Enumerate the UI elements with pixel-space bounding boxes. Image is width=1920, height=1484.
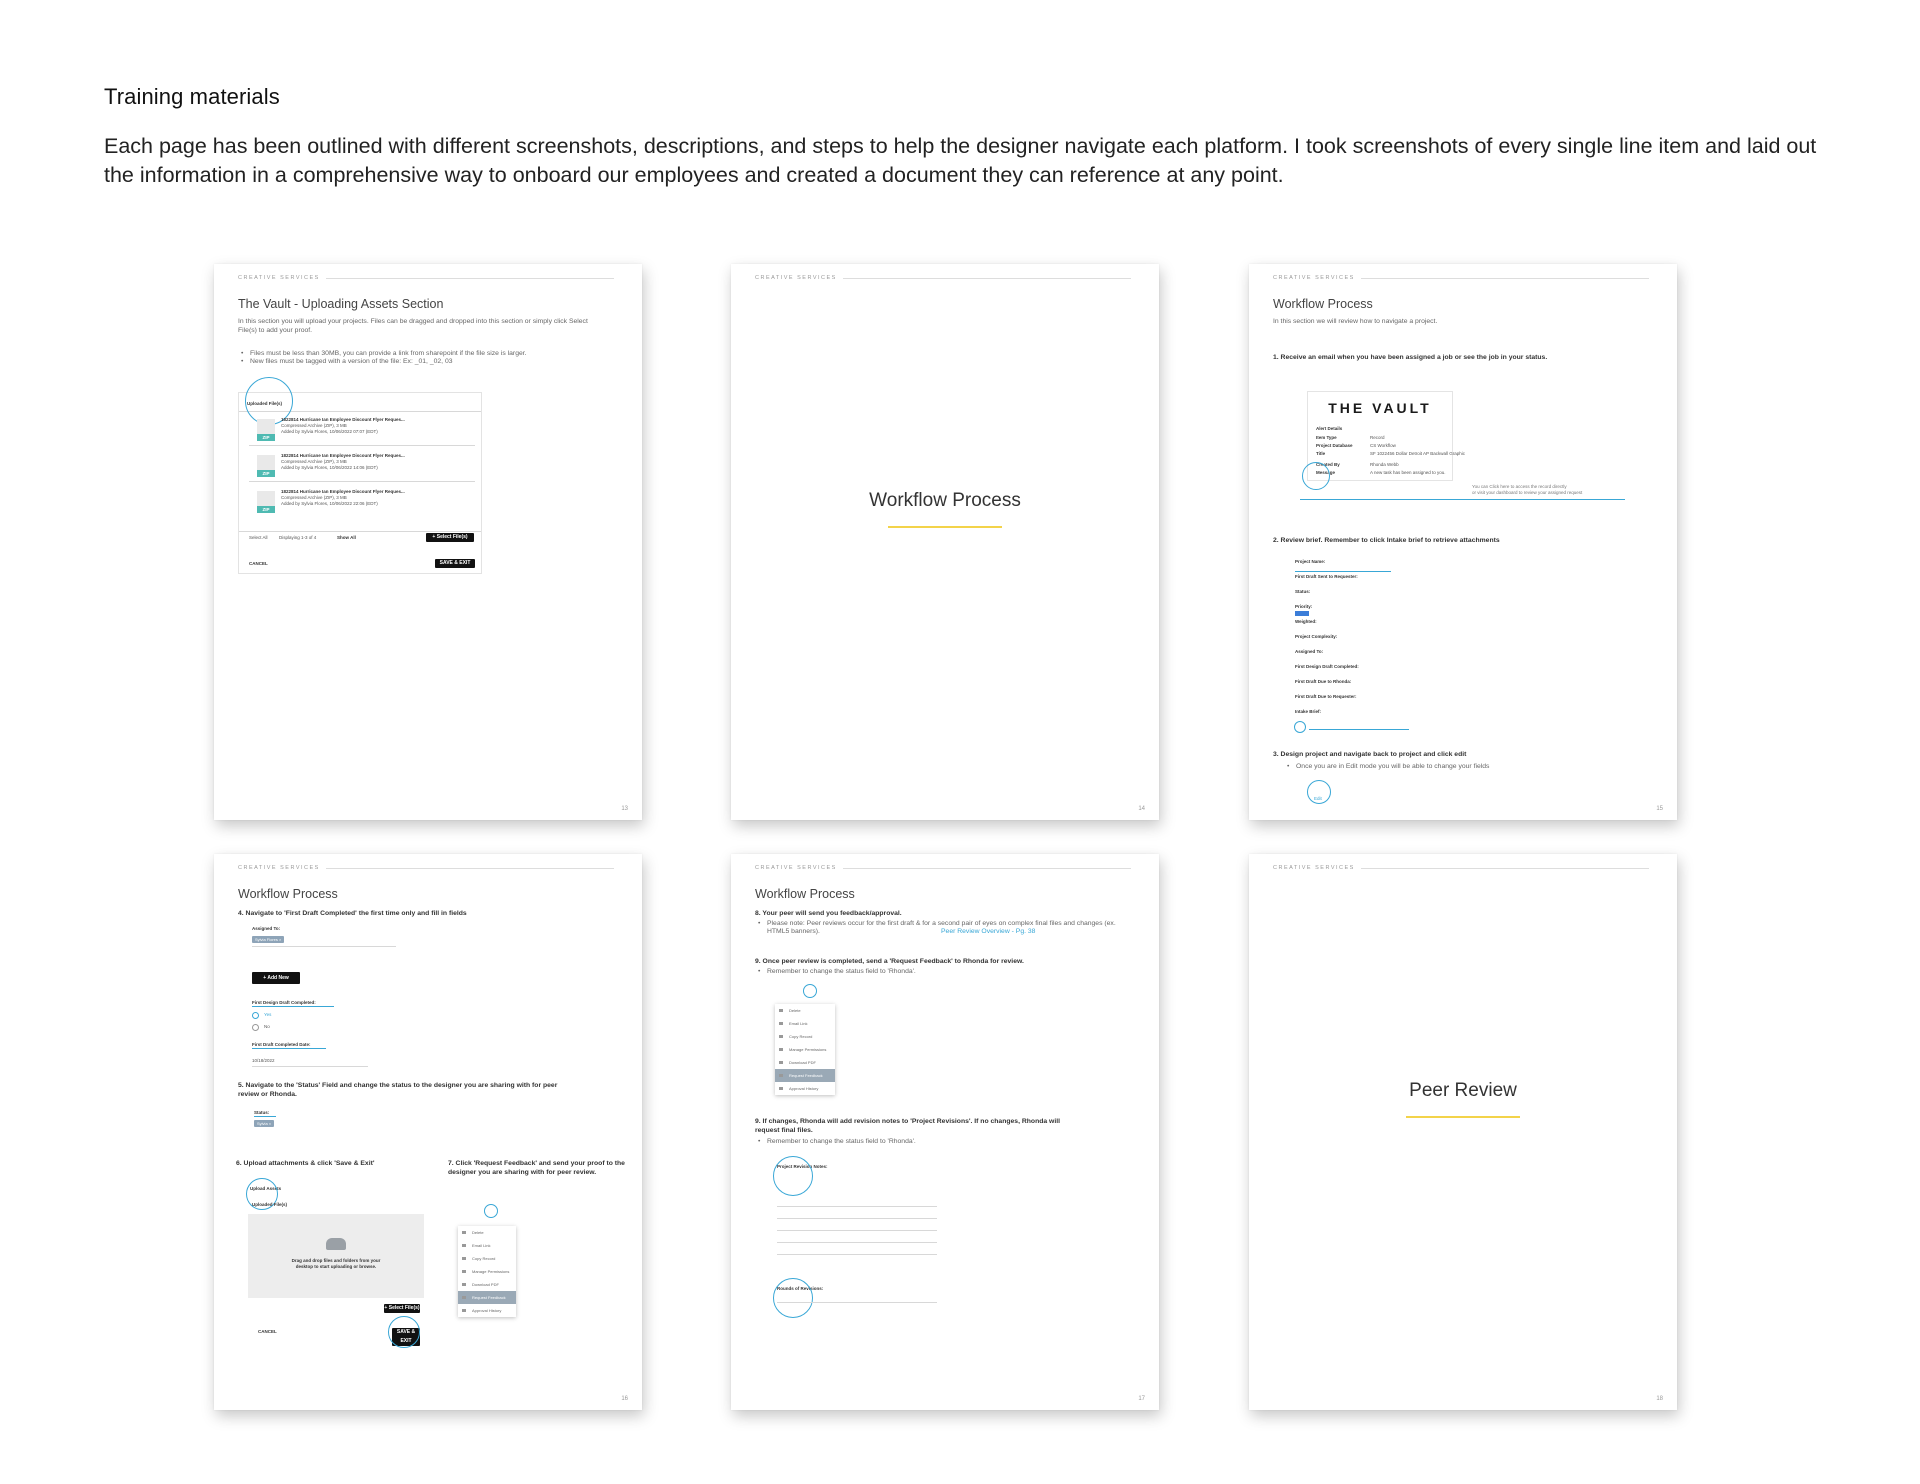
no-radio[interactable]	[252, 1024, 259, 1031]
date-field[interactable]: 10/18/2022	[252, 1058, 275, 1063]
brief-field: Priority:	[1295, 604, 1313, 609]
upload-panel-screenshot	[238, 392, 482, 574]
running-head: CREATIVE SERVICES	[238, 275, 614, 281]
peer-review-link[interactable]: Peer Review Overview - Pg. 38	[941, 928, 1036, 935]
bullet-item: • Remember to change the status field to 'Rhonda'.	[767, 1138, 1127, 1146]
menu-item-download-pdf[interactable]: Download PDF	[775, 1056, 835, 1069]
displaying-count: Displaying 1-3 of 4	[279, 535, 317, 540]
step-heading: 8. Your peer will send you feedback/approval.	[755, 910, 902, 917]
menu-item-delete[interactable]: Delete	[775, 1004, 835, 1017]
highlight-ring	[388, 1316, 420, 1348]
uploaded-files-label: Uploaded File(s)	[252, 1202, 288, 1207]
page-number: 13	[621, 806, 628, 812]
yes-label: Yes	[264, 1012, 272, 1017]
uploaded-files-tab: Uploaded File(s)	[247, 401, 283, 406]
upload-cloud-icon	[326, 1238, 346, 1250]
file-name: 1822814 Hurricane Ian Employee Discount Flyer Reques...	[281, 489, 405, 494]
select-all-checkbox[interactable]: Select All	[249, 535, 268, 540]
brief-field: Weighted:	[1295, 619, 1317, 624]
first-design-label: First Design Draft Completed:	[252, 1000, 316, 1005]
vault-row-label: Created By	[1316, 462, 1340, 467]
step-heading: 4. Navigate to 'First Draft Completed' the first time only and fill in fields	[238, 910, 467, 917]
assignee-tag[interactable]: Sylvia Flores ×	[252, 936, 284, 943]
file-added: Added by Sylvia Flores, 10/06/2022 07:07 (EDT)	[281, 429, 378, 434]
vault-row-value: SF 1022456 Dollar Detroit AP Backwall Graphic	[1370, 451, 1465, 456]
drop-zone[interactable]	[248, 1214, 424, 1298]
menu-item-request-feedback[interactable]: Request Feedback	[458, 1291, 516, 1304]
running-head: CREATIVE SERVICES	[238, 865, 614, 871]
page-intro: In this section you will upload your projects. Files can be dragged and dropped into this section or simply click Select File(s) to add your proof.	[238, 318, 588, 334]
rounds-label: Rounds of Revisions:	[777, 1286, 824, 1291]
vault-section: Alert Details	[1316, 426, 1343, 431]
bullet-item: • Please note: Peer reviews occur for the first draft & for a second pair of eyes on complex final files and changes (ex. HTML5 banners).	[767, 920, 1117, 936]
file-added: Added by Sylvia Flores, 10/06/2022 22:06 (EDT)	[281, 501, 378, 506]
select-files-button[interactable]: + Select File(s)	[426, 533, 474, 542]
bullet-item: • Files must be less than 30MB, you can provide a link from sharepoint if the file size is larger.	[250, 350, 610, 358]
actions-menu	[775, 1004, 835, 1095]
menu-item-email-link[interactable]: Email Link	[458, 1239, 516, 1252]
step-heading: 1. Receive an email when you have been assigned a job or see the job in your status.	[1273, 354, 1548, 361]
page-heading: Workflow Process	[238, 887, 338, 901]
save-exit-button[interactable]: SAVE & EXIT	[392, 1328, 420, 1346]
step-heading: 9. Once peer review is completed, send a 'Request Feedback' to Rhonda for review.	[755, 958, 1024, 965]
menu-item-copy-record[interactable]: Copy Record	[775, 1030, 835, 1043]
running-head: CREATIVE SERVICES	[1273, 865, 1649, 871]
file-name: 1822814 Hurricane Ian Employee Discount Flyer Reques...	[281, 453, 405, 458]
step-heading: 3. Design project and navigate back to project and click edit	[1273, 751, 1467, 758]
step-heading: 9. If changes, Rhonda will add revision notes to 'Project Revisions'. If no changes, Rhonda will request final files.	[755, 1118, 1060, 1134]
vault-row-label: Item Type	[1316, 435, 1337, 440]
cancel-button[interactable]: CANCEL	[258, 1329, 277, 1334]
page-heading: The Vault - Uploading Assets Section	[238, 297, 444, 311]
file-added: Added by Sylvia Flores, 10/06/2022 14:06 (EDT)	[281, 465, 378, 470]
highlight-ring	[803, 984, 817, 998]
running-head: CREATIVE SERVICES	[755, 275, 1131, 281]
doc-page-18	[1249, 854, 1677, 1410]
vault-row-label: Title	[1316, 451, 1326, 456]
doc-page-17	[731, 854, 1159, 1410]
step-heading: 6. Upload attachments & click 'Save & Exit'	[236, 1160, 375, 1167]
add-new-button[interactable]: + Add New	[252, 972, 300, 984]
brief-field: Assigned To:	[1295, 649, 1324, 654]
page-number: 17	[1138, 1396, 1145, 1402]
vault-row-value: CS Workflow	[1370, 443, 1396, 448]
menu-item-download-pdf[interactable]: Download PDF	[458, 1278, 516, 1291]
vault-row-value: Record	[1370, 435, 1385, 440]
brief-field: First Design Draft Completed:	[1295, 664, 1359, 669]
no-label: No	[264, 1024, 270, 1029]
zip-file-icon: ZIP	[257, 491, 275, 513]
status-label: Status:	[254, 1110, 270, 1115]
vault-row-value: A new task has been assigned to you.	[1370, 470, 1446, 475]
doc-page-16	[214, 854, 642, 1410]
brief-field: Project Complexity:	[1295, 634, 1338, 639]
vault-row-value: Rhonda Webb	[1370, 462, 1399, 467]
revision-notes-label: Project Revision Notes:	[777, 1164, 828, 1169]
page-number: 18	[1656, 1396, 1663, 1402]
brief-field: Project Name:	[1295, 559, 1326, 564]
page-intro: In this section we will review how to navigate a project.	[1273, 318, 1438, 325]
file-type: Compressed Archive (ZIP), 3 MB	[281, 495, 347, 500]
vault-row-label: Message	[1316, 470, 1336, 475]
highlight-ring	[773, 1278, 813, 1318]
vault-note: or visit your dashboard to review your assigned request	[1472, 490, 1583, 495]
highlight-ring	[773, 1156, 813, 1196]
vault-note: You can Click here to access the record directly	[1472, 484, 1567, 489]
menu-item-email-link[interactable]: Email Link	[775, 1017, 835, 1030]
menu-item-copy-record[interactable]: Copy Record	[458, 1252, 516, 1265]
brief-field: Intake Brief:	[1295, 709, 1322, 714]
page-number: 16	[621, 1396, 628, 1402]
title-underline	[1406, 1116, 1520, 1118]
upload-assets-label: Upload Assets	[250, 1186, 282, 1191]
save-exit-button[interactable]: SAVE & EXIT	[435, 559, 475, 568]
section-title: Workflow Process	[869, 490, 1021, 511]
page-number: 14	[1138, 806, 1145, 812]
vault-row-label: Project Database	[1316, 443, 1353, 448]
menu-item-manage-permissions[interactable]: Manage Permissions	[458, 1265, 516, 1278]
page-number: 15	[1656, 806, 1663, 812]
drop-text: Drag and drop files and folders from your desktop to start uploading or browse.	[291, 1258, 381, 1269]
page-description: Each page has been outlined with different screenshots, descriptions, and steps to help the designer navigate each platform. I took screenshots of every single line item and laid out the information in a comprehensive way to onboard our employees and created a document they can reference at any point.	[104, 134, 1817, 187]
show-all-link[interactable]: Show All	[337, 535, 356, 540]
actions-menu	[458, 1226, 516, 1317]
completed-date-label: First Draft Completed Date:	[252, 1042, 311, 1047]
doc-page-13	[214, 264, 642, 820]
file-type: Compressed Archive (ZIP), 3 MB	[281, 423, 347, 428]
step-heading: 2. Review brief. Remember to click Intake brief to retrieve attachments	[1273, 537, 1500, 544]
page-heading: Workflow Process	[755, 887, 855, 901]
highlight-ring	[1302, 462, 1330, 490]
brief-field: Status:	[1295, 589, 1311, 594]
menu-item-delete[interactable]: Delete	[458, 1226, 516, 1239]
zip-file-icon: ZIP	[257, 455, 275, 477]
running-head: CREATIVE SERVICES	[1273, 275, 1649, 281]
zip-file-icon: ZIP	[257, 419, 275, 441]
highlight-line	[1300, 499, 1625, 500]
header	[104, 84, 1824, 190]
assigned-to-label: Assigned To:	[252, 926, 281, 931]
edit-label[interactable]: Edit	[1314, 796, 1322, 801]
running-head: CREATIVE SERVICES	[755, 865, 1131, 871]
page-heading: Workflow Process	[1273, 297, 1373, 311]
section-title: Peer Review	[1409, 1080, 1517, 1101]
menu-item-manage-permissions[interactable]: Manage Permissions	[775, 1043, 835, 1056]
cancel-button[interactable]: CANCEL	[249, 561, 268, 566]
brief-field: First Draft Sent to Requester:	[1295, 574, 1358, 579]
bullet-item: • Remember to change the status field to 'Rhonda'.	[767, 968, 1127, 976]
highlight-ring	[484, 1204, 498, 1218]
page-title: Training materials	[104, 84, 280, 109]
yes-radio[interactable]	[252, 1012, 259, 1019]
file-type: Compressed Archive (ZIP), 3 MB	[281, 459, 347, 464]
doc-page-14	[731, 264, 1159, 820]
file-name: 1822814 Hurricane Ian Employee Discount Flyer Reques...	[281, 417, 405, 422]
highlight-ring	[1294, 721, 1306, 733]
select-files-button[interactable]: + Select File(s)	[384, 1305, 420, 1311]
menu-item-approval-history[interactable]: Approval History	[458, 1304, 516, 1317]
step-heading: 7. Click 'Request Feedback' and send your proof to the designer you are sharing with for peer review.	[448, 1160, 625, 1176]
vault-email-screenshot	[1307, 391, 1465, 481]
upload-dialog-screenshot	[248, 1182, 424, 1344]
brief-field: First Draft Due to Requester:	[1295, 694, 1357, 699]
title-underline	[888, 526, 1002, 528]
step-heading: 5. Navigate to the 'Status' Field and change the status to the designer you are sharing with for peer review or Rhonda.	[238, 1082, 558, 1098]
bullet-item: • Once you are in Edit mode you will be able to change your fields	[1296, 763, 1656, 771]
brief-field: First Draft Due to Rhonda:	[1295, 679, 1352, 684]
menu-item-request-feedback[interactable]: Request Feedback	[775, 1069, 835, 1082]
bullet-item: • New files must be tagged with a version of the file: Ex: _01, _02, 03	[250, 358, 610, 366]
status-tag[interactable]: Sylvia ×	[254, 1120, 274, 1127]
vault-logo: THE VAULT	[1328, 400, 1432, 416]
menu-item-approval-history[interactable]: Approval History	[775, 1082, 835, 1095]
